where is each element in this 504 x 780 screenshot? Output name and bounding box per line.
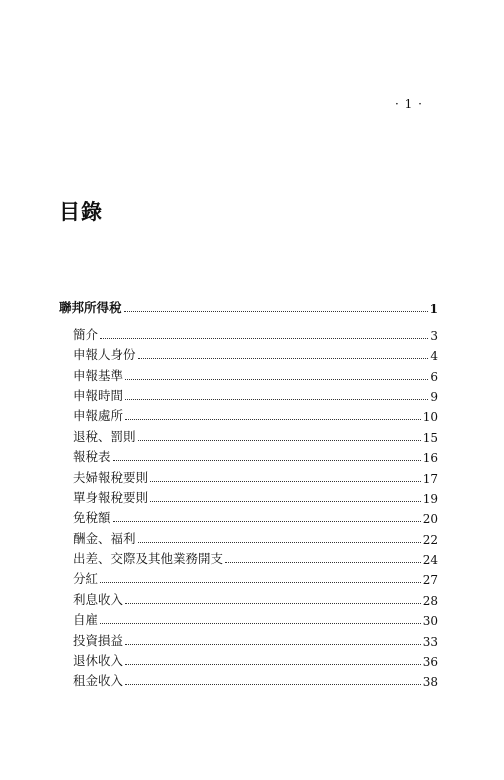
toc-entry-page: 20 [422, 512, 438, 527]
toc-entry-row [59, 363, 438, 383]
toc-entry-row [59, 404, 438, 424]
toc-entry-row [59, 424, 438, 444]
toc-entry-page: 17 [422, 471, 438, 486]
toc-entry-row [59, 669, 438, 689]
toc-entry-page: 36 [422, 655, 438, 670]
toc-entry-label: 免稅額 [73, 510, 111, 526]
dot-leader [138, 440, 421, 441]
toc-entry-page: 10 [422, 410, 438, 425]
toc-entry-row [59, 486, 438, 506]
dot-leader [113, 460, 421, 461]
dot-leader [225, 562, 421, 563]
toc-entry-label: 利息收入 [73, 591, 124, 607]
toc-section-label: 聯邦所得稅 [59, 300, 122, 316]
toc-section-row [59, 296, 438, 316]
dot-leader [125, 684, 421, 685]
toc-entry-row [59, 322, 438, 342]
toc-entry-row [59, 526, 438, 546]
dot-leader [150, 481, 421, 482]
toc-entry-row [59, 567, 438, 587]
toc-entry-label: 租金收入 [73, 673, 124, 689]
toc-entry-label: 申報人身份 [73, 347, 136, 363]
page-title: 目錄 [59, 200, 103, 224]
toc-entry-page: 3 [430, 328, 438, 343]
dot-leader [125, 644, 421, 645]
toc-section-page: 1 [429, 302, 438, 317]
dot-leader [138, 358, 429, 359]
toc-entry-label: 出差、交際及其他業務開支 [73, 551, 224, 567]
dot-leader [100, 623, 421, 624]
toc-entry-label: 申報處所 [73, 408, 124, 424]
toc-entry-page: 4 [430, 349, 438, 364]
dot-leader [125, 664, 421, 665]
toc-entry-label: 投資損益 [73, 632, 124, 648]
toc-entry-label: 酬金、福利 [73, 530, 136, 546]
toc-entry-row [59, 649, 438, 669]
toc-entry-label: 申報時間 [73, 387, 124, 403]
toc-entry-page: 28 [422, 593, 438, 608]
dot-leader [138, 542, 421, 543]
toc-entry-label: 分紅 [73, 571, 99, 587]
toc-entry-label: 簡介 [73, 326, 99, 342]
toc-entry-row [59, 343, 438, 363]
dot-leader [113, 521, 421, 522]
toc-entry-row [59, 587, 438, 607]
toc-entry-page: 33 [422, 634, 438, 649]
table-of-contents [59, 296, 438, 689]
toc-entry-label: 退稅、罰則 [73, 428, 136, 444]
dot-leader [150, 501, 421, 502]
toc-entry-row [59, 628, 438, 648]
toc-entry-page: 6 [430, 369, 438, 384]
toc-entry-page: 15 [422, 430, 438, 445]
toc-entry-row [59, 506, 438, 526]
toc-entry-label: 退休收入 [73, 653, 124, 669]
toc-entry-page: 9 [430, 389, 438, 404]
dot-leader [100, 338, 428, 339]
toc-entry-page: 30 [422, 614, 438, 629]
dot-leader [125, 399, 428, 400]
toc-entry-label: 申報基準 [73, 367, 124, 383]
dot-leader [100, 582, 421, 583]
toc-entry-page: 16 [422, 451, 438, 466]
toc-entry-page: 19 [422, 491, 438, 506]
toc-entry-label: 夫婦報稅要則 [73, 469, 149, 485]
toc-entry-row [59, 384, 438, 404]
toc-entry-page: 22 [422, 532, 438, 547]
toc-entry-page: 27 [422, 573, 438, 588]
toc-entry-row [59, 608, 438, 628]
toc-entry-label: 自雇 [73, 612, 99, 628]
toc-entry-row [59, 547, 438, 567]
dot-leader [125, 379, 428, 380]
dot-leader [125, 419, 421, 420]
dot-leader [125, 603, 421, 604]
toc-entry-label: 單身報稅要則 [73, 489, 149, 505]
toc-entry-label: 報稅表 [73, 449, 111, 465]
toc-entry-row [59, 445, 438, 465]
toc-entry-page: 38 [422, 675, 438, 690]
dot-leader [124, 311, 428, 312]
toc-entries [59, 322, 438, 689]
toc-entry-row [59, 465, 438, 485]
toc-entry-page: 24 [422, 553, 438, 568]
page-number: · 1 · [395, 97, 423, 111]
